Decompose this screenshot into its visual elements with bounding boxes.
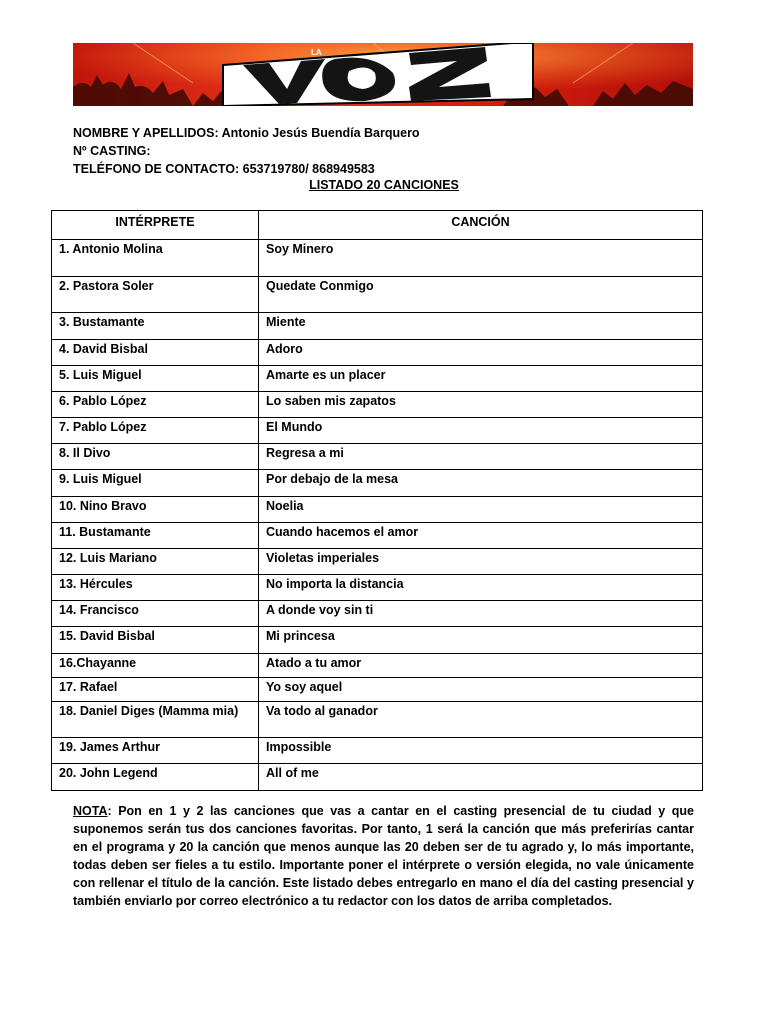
artist-cell: 2. Pastora Soler — [52, 277, 259, 313]
artist-cell: 15. David Bisbal — [52, 627, 259, 654]
song-cell: Soy Minero — [259, 240, 703, 277]
artist-cell: 6. Pablo López — [52, 392, 259, 418]
table-row — [52, 497, 703, 523]
song-cell: El Mundo — [259, 418, 703, 444]
table-row — [52, 366, 703, 392]
artist-cell: 10. Nino Bravo — [52, 497, 259, 523]
table-row — [52, 277, 703, 313]
table-row — [52, 678, 703, 702]
name-line: NOMBRE Y APELLIDOS: Antonio Jesús Buendía Barquero — [73, 126, 420, 140]
artist-cell: 20. John Legend — [52, 764, 259, 791]
song-cell: Lo saben mis zapatos — [259, 392, 703, 418]
artist-cell: 17. Rafael — [52, 678, 259, 702]
song-cell: Por debajo de la mesa — [259, 470, 703, 497]
artist-cell: 16.Chayanne — [52, 654, 259, 678]
songs-table — [51, 210, 703, 791]
table-row — [52, 340, 703, 366]
artist-cell: 4. David Bisbal — [52, 340, 259, 366]
note-text: : Pon en 1 y 2 las canciones que vas a cantar en el casting presencial de tu ciudad y que suponemos serán tus dos canciones favoritas. Por tanto, 1 será la canción que más preferirías cantar en el programa y 20 la canción que menos aunque las 20 deben ser de tu agrado y, lo más importante, todas deben ser fieles a tu estilo. Importante poner el intérprete o versión elegida, no vale únicamente con rellenar el título de la canción. Este listado debes entregarlo en mano el día del casting presencial y también enviarlo por correo electrónico a tu redactor con los datos de arriba completados. — [73, 804, 694, 908]
song-column-header: CANCIÓN — [259, 211, 703, 240]
artist-cell: 9. Luis Miguel — [52, 470, 259, 497]
la-voz-banner — [73, 43, 693, 106]
table-row — [52, 738, 703, 764]
table-row — [52, 549, 703, 575]
artist-cell: 14. Francisco — [52, 601, 259, 627]
table-row — [52, 523, 703, 549]
song-cell: Noelia — [259, 497, 703, 523]
song-cell: Impossible — [259, 738, 703, 764]
song-cell: Quedate Conmigo — [259, 277, 703, 313]
instructions-note — [73, 802, 694, 910]
table-row — [52, 575, 703, 601]
table-row — [52, 601, 703, 627]
artist-cell: 1. Antonio Molina — [52, 240, 259, 277]
table-header-row — [52, 211, 703, 240]
song-cell: Miente — [259, 313, 703, 340]
artist-cell: 3. Bustamante — [52, 313, 259, 340]
artist-cell: 8. Il Divo — [52, 444, 259, 470]
table-row — [52, 418, 703, 444]
song-cell: Violetas imperiales — [259, 549, 703, 575]
table-row — [52, 240, 703, 277]
song-cell: Adoro — [259, 340, 703, 366]
artist-cell: 11. Bustamante — [52, 523, 259, 549]
table-row — [52, 627, 703, 654]
table-row — [52, 654, 703, 678]
song-cell: Mi princesa — [259, 627, 703, 654]
phone-line: TELÉFONO DE CONTACTO: 653719780/ 868949583 — [73, 162, 375, 176]
artist-cell: 18. Daniel Diges (Mamma mia) — [52, 702, 259, 738]
song-cell: Cuando hacemos el amor — [259, 523, 703, 549]
la-voz-logo — [73, 43, 693, 106]
artist-cell: 13. Hércules — [52, 575, 259, 601]
song-cell: Amarte es un placer — [259, 366, 703, 392]
song-cell: Regresa a mi — [259, 444, 703, 470]
table-row — [52, 470, 703, 497]
artist-cell: 7. Pablo López — [52, 418, 259, 444]
song-cell: Va todo al ganador — [259, 702, 703, 738]
artist-cell: 12. Luis Mariano — [52, 549, 259, 575]
song-cell: All of me — [259, 764, 703, 791]
song-cell: Atado a tu amor — [259, 654, 703, 678]
song-cell: A donde voy sin ti — [259, 601, 703, 627]
table-row — [52, 444, 703, 470]
artist-cell: 5. Luis Miguel — [52, 366, 259, 392]
table-row — [52, 764, 703, 791]
song-cell: Yo soy aquel — [259, 678, 703, 702]
table-row — [52, 313, 703, 340]
svg-text:LA: LA — [311, 48, 322, 57]
note-label: NOTA — [73, 804, 108, 818]
table-row — [52, 392, 703, 418]
list-title: LISTADO 20 CANCIONES — [309, 178, 459, 192]
artist-cell: 19. James Arthur — [52, 738, 259, 764]
table-row — [52, 702, 703, 738]
casting-line: Nº CASTING: — [73, 144, 151, 158]
contestant-info — [73, 124, 420, 178]
artist-column-header: INTÉRPRETE — [52, 211, 259, 240]
song-cell: No importa la distancia — [259, 575, 703, 601]
